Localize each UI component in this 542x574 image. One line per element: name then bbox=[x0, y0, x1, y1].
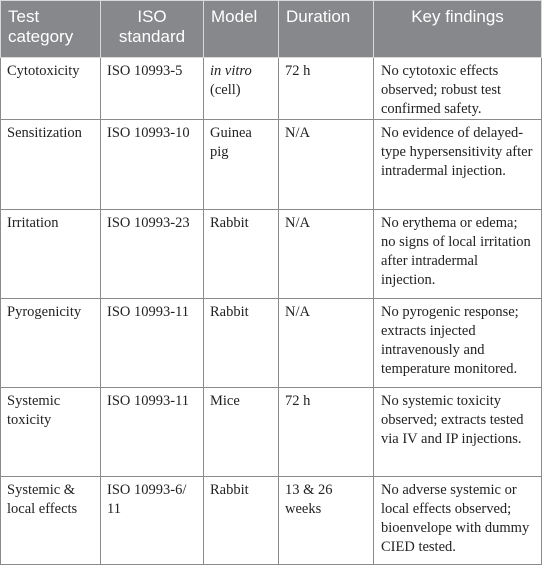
cell-iso: ISO 10993-11 bbox=[101, 299, 204, 388]
cell-model: Rabbit bbox=[204, 477, 279, 565]
header-key-findings: Key findings bbox=[374, 1, 542, 58]
cell-iso: ISO 10993-23 bbox=[101, 210, 204, 299]
cell-category: Cytotoxicity bbox=[1, 58, 101, 120]
cell-findings: No systemic toxicity observed; extracts tested via IV and IP injections. bbox=[374, 388, 542, 477]
cell-model: Guinea pig bbox=[204, 120, 279, 210]
header-iso-standard: ISO standard bbox=[101, 1, 204, 58]
table-row bbox=[1, 210, 542, 299]
cell-findings: No cytotoxic effects observed; robust test confirmed safety. bbox=[374, 58, 542, 120]
cell-category: Irritation bbox=[1, 210, 101, 299]
cell-model-rest: (cell) bbox=[210, 82, 241, 98]
cell-duration: 72 h bbox=[279, 388, 374, 477]
cell-duration: N/A bbox=[279, 299, 374, 388]
cell-duration: 72 h bbox=[279, 58, 374, 120]
table-row bbox=[1, 388, 542, 477]
cell-duration: N/A bbox=[279, 210, 374, 299]
cell-iso: ISO 10993-6/ 11 bbox=[101, 477, 204, 565]
cell-model-italic: in vitro bbox=[210, 63, 252, 79]
table-body bbox=[1, 58, 542, 565]
table-row bbox=[1, 120, 542, 210]
cell-model: Rabbit bbox=[204, 210, 279, 299]
cell-iso: ISO 10993-5 bbox=[101, 58, 204, 120]
header-model: Model bbox=[204, 1, 279, 58]
cell-duration: N/A bbox=[279, 120, 374, 210]
cell-iso: ISO 10993-11 bbox=[101, 388, 204, 477]
cell-findings: No adverse systemic or local effects observed; bioenvelope with dummy CIED tested. bbox=[374, 477, 542, 565]
table-header bbox=[1, 1, 542, 58]
header-test-category: Test category bbox=[1, 1, 101, 58]
cell-findings: No erythema or edema; no signs of local irritation after intradermal injection. bbox=[374, 210, 542, 299]
table-row bbox=[1, 299, 542, 388]
cell-category: Sensitization bbox=[1, 120, 101, 210]
cell-model bbox=[204, 58, 279, 120]
header-duration: Duration bbox=[279, 1, 374, 58]
cell-category: Systemic & local effects bbox=[1, 477, 101, 565]
table-row bbox=[1, 477, 542, 565]
cell-iso: ISO 10993-10 bbox=[101, 120, 204, 210]
header-row bbox=[1, 1, 542, 58]
table-row bbox=[1, 58, 542, 120]
cell-duration: 13 & 26 weeks bbox=[279, 477, 374, 565]
cell-findings: No evidence of delayed-type hypersensitivity after intradermal injection. bbox=[374, 120, 542, 210]
cell-model: Rabbit bbox=[204, 299, 279, 388]
cell-category: Pyrogenicity bbox=[1, 299, 101, 388]
cell-model: Mice bbox=[204, 388, 279, 477]
cell-category: Systemic toxicity bbox=[1, 388, 101, 477]
cell-findings: No pyrogenic response; extracts injected intravenously and temperature monitored. bbox=[374, 299, 542, 388]
